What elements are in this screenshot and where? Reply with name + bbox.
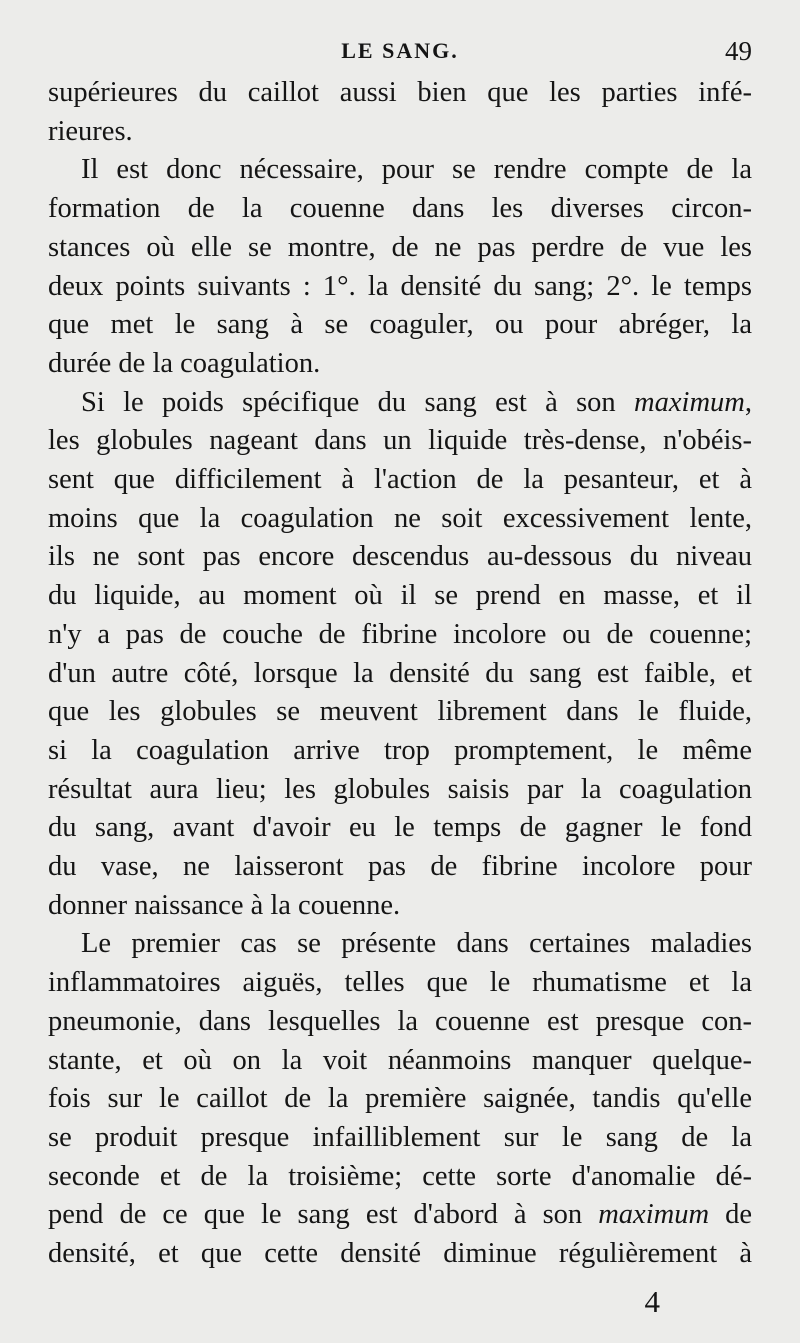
text-line: ils ne sont pas encore descendus au-dessous du niveau bbox=[48, 541, 752, 573]
text-line: stances où elle se montre, de ne pas perdre de vue les bbox=[48, 231, 752, 263]
text-line: fois sur le caillot de la première saignée, tandis qu'elle bbox=[48, 1083, 752, 1115]
text-line: donner naissance à la couenne. bbox=[48, 889, 401, 921]
paragraph-2 bbox=[48, 151, 752, 383]
text-line: densité, et que cette densité diminue régulièrement à bbox=[48, 1238, 752, 1270]
text-line: que les globules se meuvent librement dans le fluide, bbox=[48, 696, 752, 728]
text-line: sent que difficilement à l'action de la pesanteur, et à bbox=[48, 464, 752, 496]
text-line: deux points suivants : 1°. la densité du sang; 2°. le temps bbox=[48, 270, 752, 302]
text-line: supérieures du caillot aussi bien que les parties infé- bbox=[48, 77, 752, 108]
text-line: du sang, avant d'avoir eu le temps de gagner le fond bbox=[48, 812, 752, 844]
text-line: Il est donc nécessaire, pour se rendre compte de la bbox=[81, 154, 752, 186]
text-line: n'y a pas de couche de fibrine incolore ou de couenne; bbox=[48, 618, 752, 650]
text-line: résultat aura lieu; les globules saisis par la coagulation bbox=[48, 773, 752, 805]
paragraph-1 bbox=[48, 74, 752, 151]
text-line: les globules nageant dans un liquide très-dense, n'obéis- bbox=[48, 425, 752, 457]
text-line: du vase, ne laisseront pas de fibrine incolore pour bbox=[48, 851, 752, 883]
text-line: se produit presque infailliblement sur le sang de la bbox=[48, 1121, 752, 1153]
text-line: d'un autre côté, lorsque la densité du sang est faible, et bbox=[48, 657, 752, 689]
text-line: moins que la coagulation ne soit excessivement lente, bbox=[48, 502, 752, 534]
text-line: formation de la couenne dans les diverses circon- bbox=[48, 193, 752, 225]
text-line: durée de la coagulation. bbox=[48, 347, 321, 379]
text-line: inflammatoires aiguës, telles que le rhumatisme et la bbox=[48, 967, 752, 999]
body-text bbox=[48, 74, 752, 1274]
text-line: du liquide, au moment où il se prend en masse, et il bbox=[48, 580, 752, 612]
signature-mark: 4 bbox=[644, 1284, 660, 1319]
paragraph-4 bbox=[48, 925, 752, 1273]
text-segment: Si le poids spécifique du sang est à son bbox=[81, 386, 635, 418]
text-line: Le premier cas se présente dans certaines maladies bbox=[81, 928, 752, 960]
text-line: stante, et où on la voit néanmoins manquer quelque- bbox=[48, 1044, 752, 1076]
text-segment: pend de ce que le sang est d'abord à son bbox=[48, 1199, 599, 1231]
page-header bbox=[48, 38, 752, 68]
text-segment: de bbox=[709, 1199, 752, 1231]
text-line: rieures. bbox=[48, 115, 133, 147]
text-segment: , bbox=[744, 386, 752, 418]
paragraph-3 bbox=[48, 384, 752, 926]
italic-word: maximum bbox=[598, 1199, 710, 1231]
text-line-with-italic bbox=[48, 384, 752, 423]
text-line-with-italic bbox=[48, 1196, 752, 1235]
text-line: seconde et de la troisième; cette sorte d'anomalie dé- bbox=[48, 1160, 752, 1192]
text-line: si la coagulation arrive trop promptement, le même bbox=[48, 734, 752, 766]
running-head: LE SANG. bbox=[341, 38, 459, 63]
text-line: pneumonie, dans lesquelles la couenne est presque con- bbox=[48, 1005, 752, 1037]
page-number: 49 bbox=[725, 36, 752, 66]
text-line: que met le sang à se coaguler, ou pour abréger, la bbox=[48, 309, 752, 341]
italic-word: maximum bbox=[634, 386, 745, 418]
